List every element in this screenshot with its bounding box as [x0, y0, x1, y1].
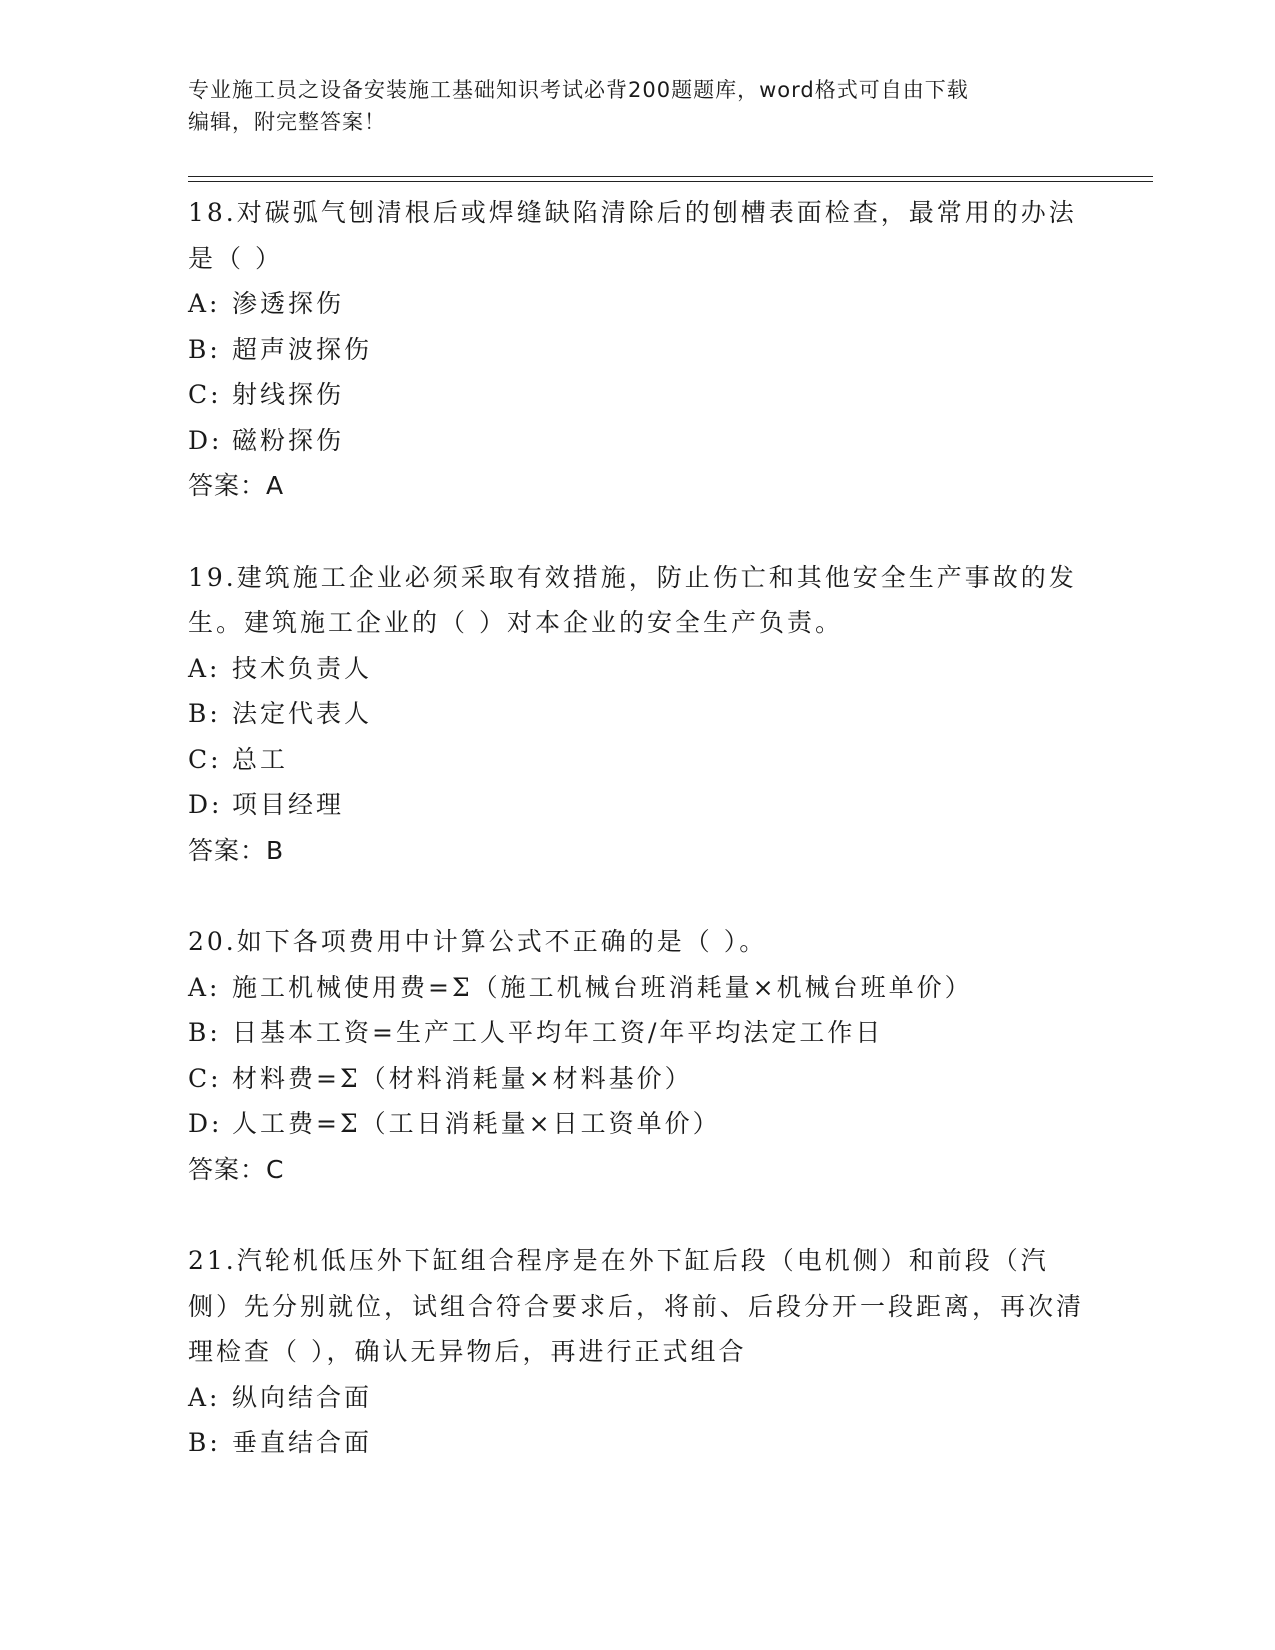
option-b — [188, 1420, 1088, 1466]
option-c — [188, 372, 1088, 418]
option-text: 日基本工资=生产工人平均年工资/年平均法定工作日 — [232, 1018, 884, 1047]
question-text: 21.汽轮机低压外下缸组合程序是在外下缸后段（电机侧）和前段（汽侧）先分别就位，试组合符合要求后，将前、后段分开一段距离，再次清理检查（ ），确认无异物后，再进行正式组合 — [188, 1246, 1085, 1366]
option-a — [188, 1375, 1088, 1421]
option-text: 材料费=Σ（材料消耗量×材料基价） — [232, 1063, 693, 1093]
option-text: 超声波探伤 — [232, 334, 373, 364]
option-text: 项目经理 — [232, 790, 345, 819]
question-text: 20.如下各项费用中计算公式不正确的是（ ）。 — [188, 927, 768, 956]
option-d — [188, 418, 1088, 464]
option-text: 人工费=Σ（工日消耗量×日工资单价） — [232, 1109, 721, 1138]
option-letter: B: — [188, 699, 221, 728]
question-list — [188, 190, 1088, 1466]
option-d — [188, 782, 1088, 828]
option-letter: B: — [188, 1428, 221, 1457]
option-text: 渗透探伤 — [232, 289, 345, 318]
document-header — [188, 74, 1088, 138]
option-text: 施工机械使用费=Σ（施工机械台班消耗量×机械台班单价） — [232, 972, 973, 1002]
header-divider-bottom — [188, 181, 1153, 182]
answer-line: 答案：C — [188, 1154, 285, 1184]
header-line-2: 编辑，附完整答案！ — [188, 110, 386, 134]
option-letter: D: — [188, 1109, 223, 1138]
option-letter: A: — [188, 289, 221, 318]
option-letter: B: — [188, 1018, 221, 1047]
option-letter: B: — [188, 334, 221, 364]
option-a — [188, 965, 1088, 1011]
question-text: 18.对碳弧气刨清根后或焊缝缺陷清除后的刨槽表面检查，最常用的办法是（ ） — [188, 198, 1077, 273]
option-text: 射线探伤 — [232, 380, 345, 409]
option-c — [188, 1056, 1088, 1102]
option-b — [188, 327, 1088, 373]
option-text: 垂直结合面 — [232, 1428, 373, 1457]
header-divider-top — [188, 176, 1153, 177]
option-text: 技术负责人 — [232, 653, 373, 683]
answer-line: 答案：A — [188, 471, 285, 500]
option-c — [188, 737, 1088, 783]
question-text: 19.建筑施工企业必须采取有效措施，防止伤亡和其他安全生产事故的发生。建筑施工企业的（ ）对本企业的安全生产负责。 — [188, 562, 1077, 637]
option-a — [188, 646, 1088, 692]
option-a — [188, 281, 1088, 327]
option-letter: C: — [188, 1063, 222, 1093]
header-line-1: 专业施工员之设备安装施工基础知识考试必背200题题库，word格式可自由下载 — [188, 78, 969, 102]
option-text: 纵向结合面 — [232, 1382, 373, 1412]
option-text: 法定代表人 — [232, 699, 373, 728]
option-b — [188, 1010, 1088, 1056]
question-19 — [188, 555, 1088, 874]
option-letter: C: — [188, 744, 222, 774]
question-21 — [188, 1238, 1088, 1466]
question-20 — [188, 919, 1088, 1192]
question-18 — [188, 190, 1088, 509]
option-d — [188, 1101, 1088, 1147]
option-letter: A: — [188, 1382, 221, 1412]
option-text: 总工 — [232, 744, 289, 774]
option-letter: D: — [188, 425, 223, 455]
option-letter: A: — [188, 972, 221, 1002]
option-text: 磁粉探伤 — [232, 425, 345, 455]
option-letter: C: — [188, 380, 222, 409]
answer-line: 答案：B — [188, 835, 285, 865]
option-letter: D: — [188, 790, 223, 819]
option-letter: A: — [188, 653, 221, 683]
option-b — [188, 691, 1088, 737]
